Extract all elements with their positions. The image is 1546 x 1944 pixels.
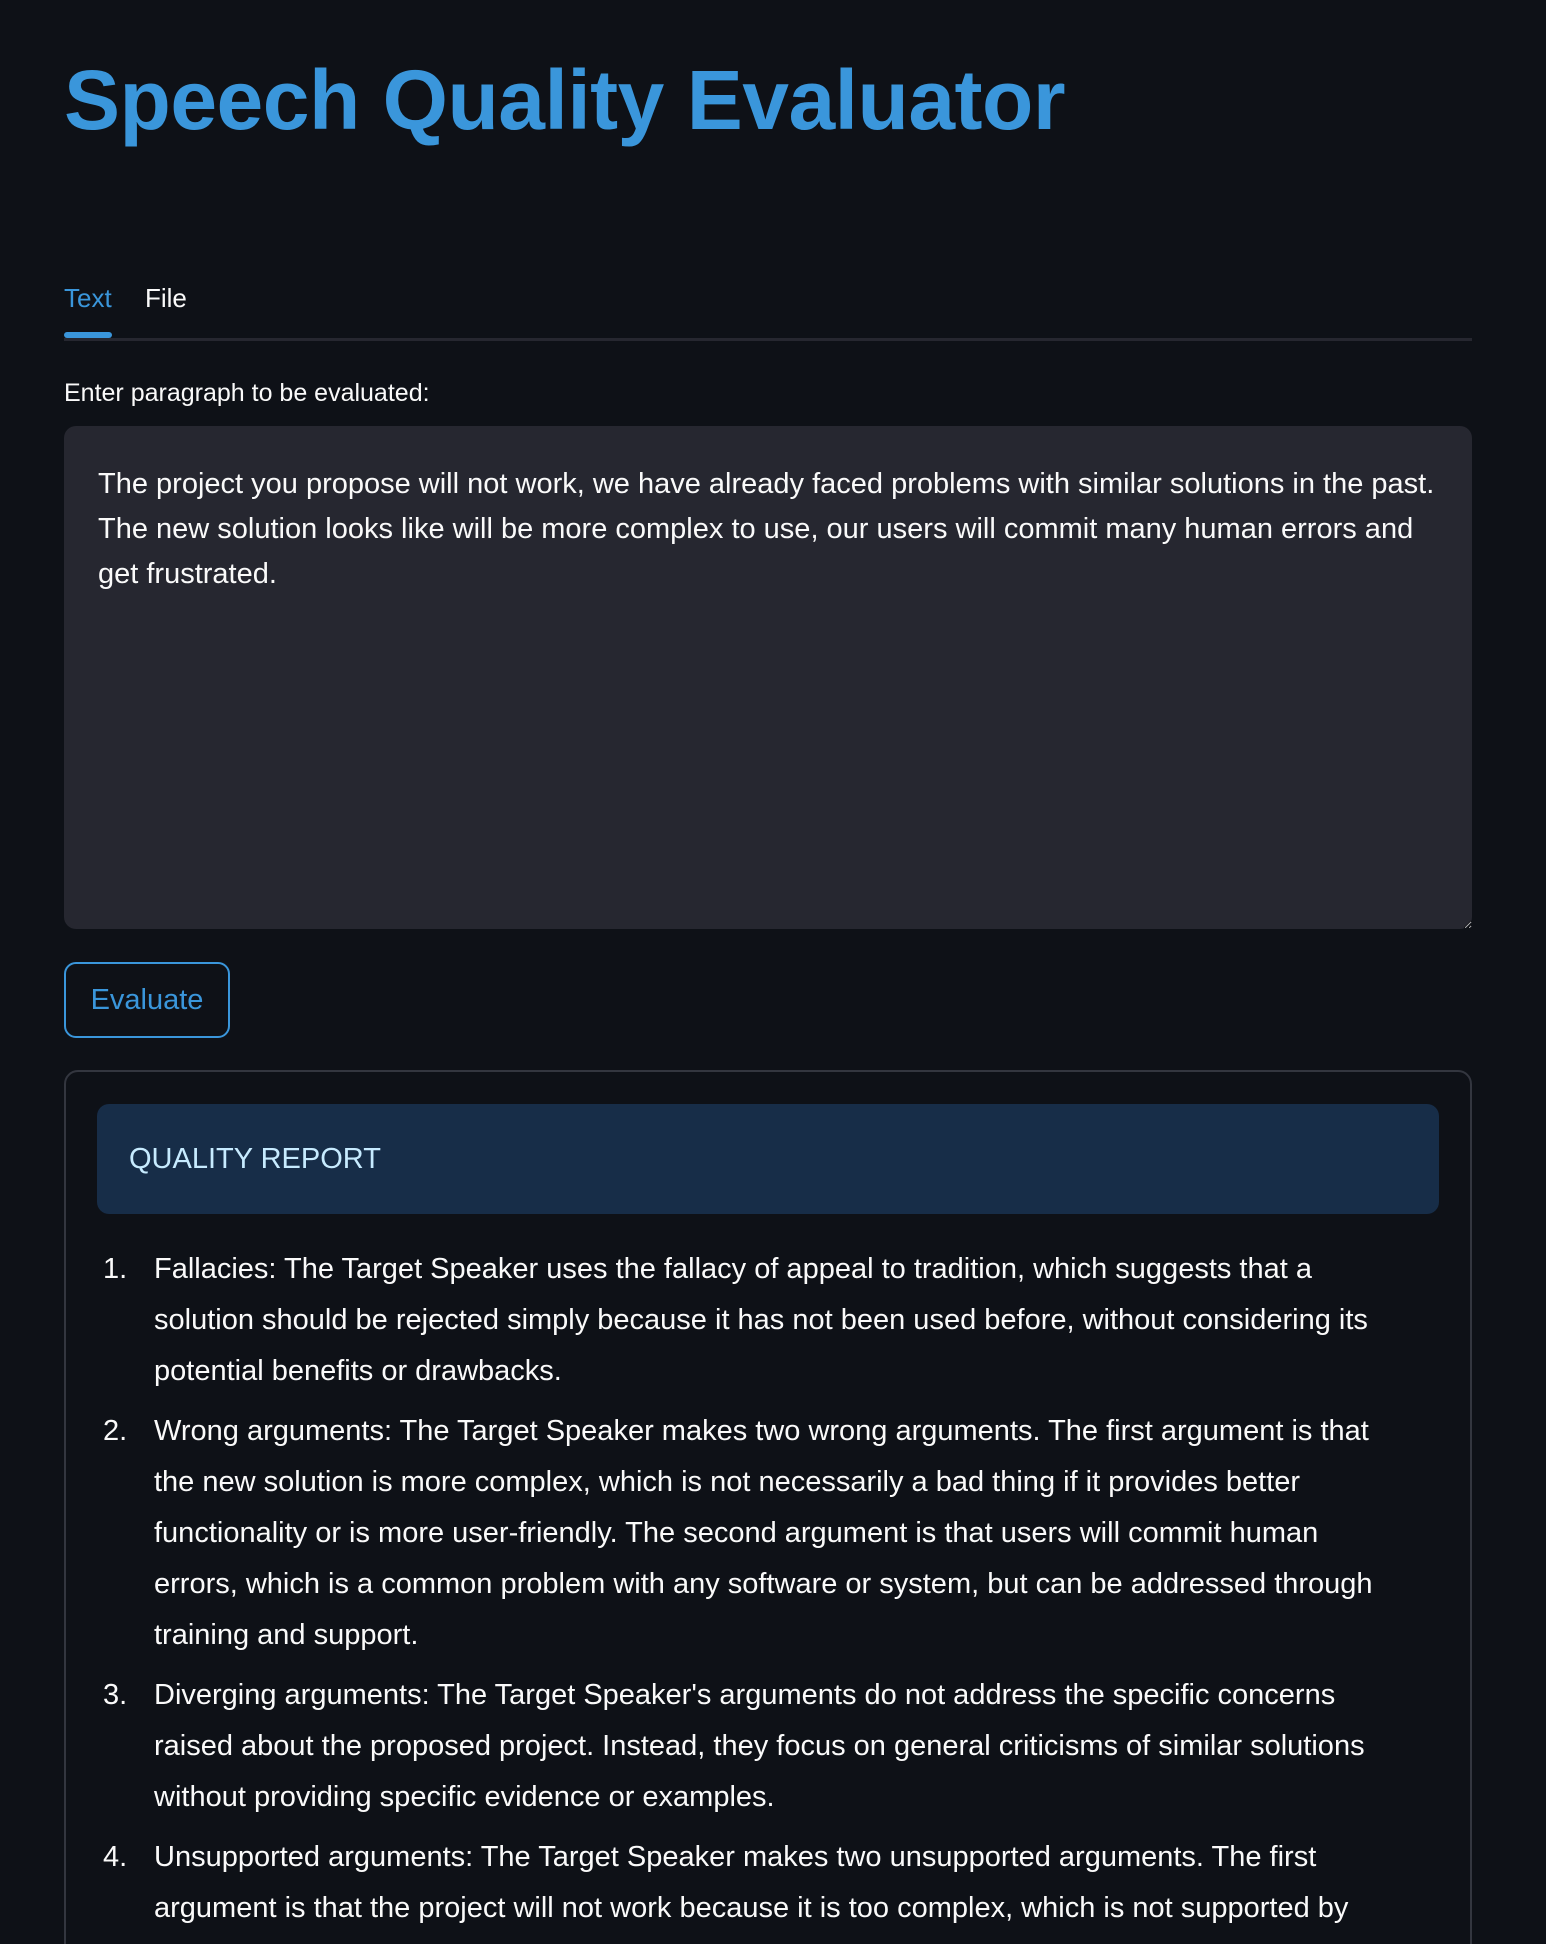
list-item-number: 1. (103, 1253, 128, 1285)
list-item-text: Wrong arguments: The Target Speaker makes two wrong arguments. The first argument is that the new solution is more complex, which is not necessarily a bad thing if it provides better functionality or is more user-friendly. The second argument is that users will commit human errors, which is a common problem with any software or system, but can be addressed through training and support. (154, 1415, 1373, 1651)
tab-file[interactable]: File (145, 283, 187, 313)
report-header-title: QUALITY REPORT (129, 1143, 381, 1175)
report-findings-list (66, 1244, 1406, 1943)
evaluate-button[interactable]: Evaluate (64, 962, 230, 1038)
page-title: Speech Quality Evaluator (64, 53, 1066, 147)
tab-text[interactable]: Text (64, 283, 112, 313)
list-item (66, 1244, 1406, 1397)
paragraph-input-label: Enter paragraph to be evaluated: (64, 379, 430, 407)
list-item-number: 3. (103, 1679, 128, 1711)
report-header (97, 1104, 1439, 1214)
list-item (66, 1670, 1406, 1823)
list-item-text: Unsupported arguments: The Target Speaker makes two unsupported arguments. The first argument is that the project will not work because it is too complex, which is not supported by (154, 1841, 1349, 1924)
list-item (66, 1832, 1406, 1934)
tab-bar (64, 270, 1472, 341)
list-item-text: Fallacies: The Target Speaker uses the fallacy of appeal to tradition, which suggests that a solution should be rejected simply because it has not been used before, without considering its potential benefits or drawbacks. (154, 1253, 1368, 1387)
list-item-text: Diverging arguments: The Target Speaker's arguments do not address the specific concerns raised about the proposed project. Instead, they focus on general criticisms of similar solutions without providing specific evidence or examples. (154, 1679, 1365, 1813)
paragraph-input[interactable] (64, 426, 1472, 929)
quality-report-panel (64, 1070, 1472, 1944)
list-item-number: 4. (103, 1841, 128, 1873)
list-item (66, 1406, 1406, 1661)
list-item-number: 2. (103, 1415, 128, 1447)
active-tab-indicator (64, 332, 112, 338)
